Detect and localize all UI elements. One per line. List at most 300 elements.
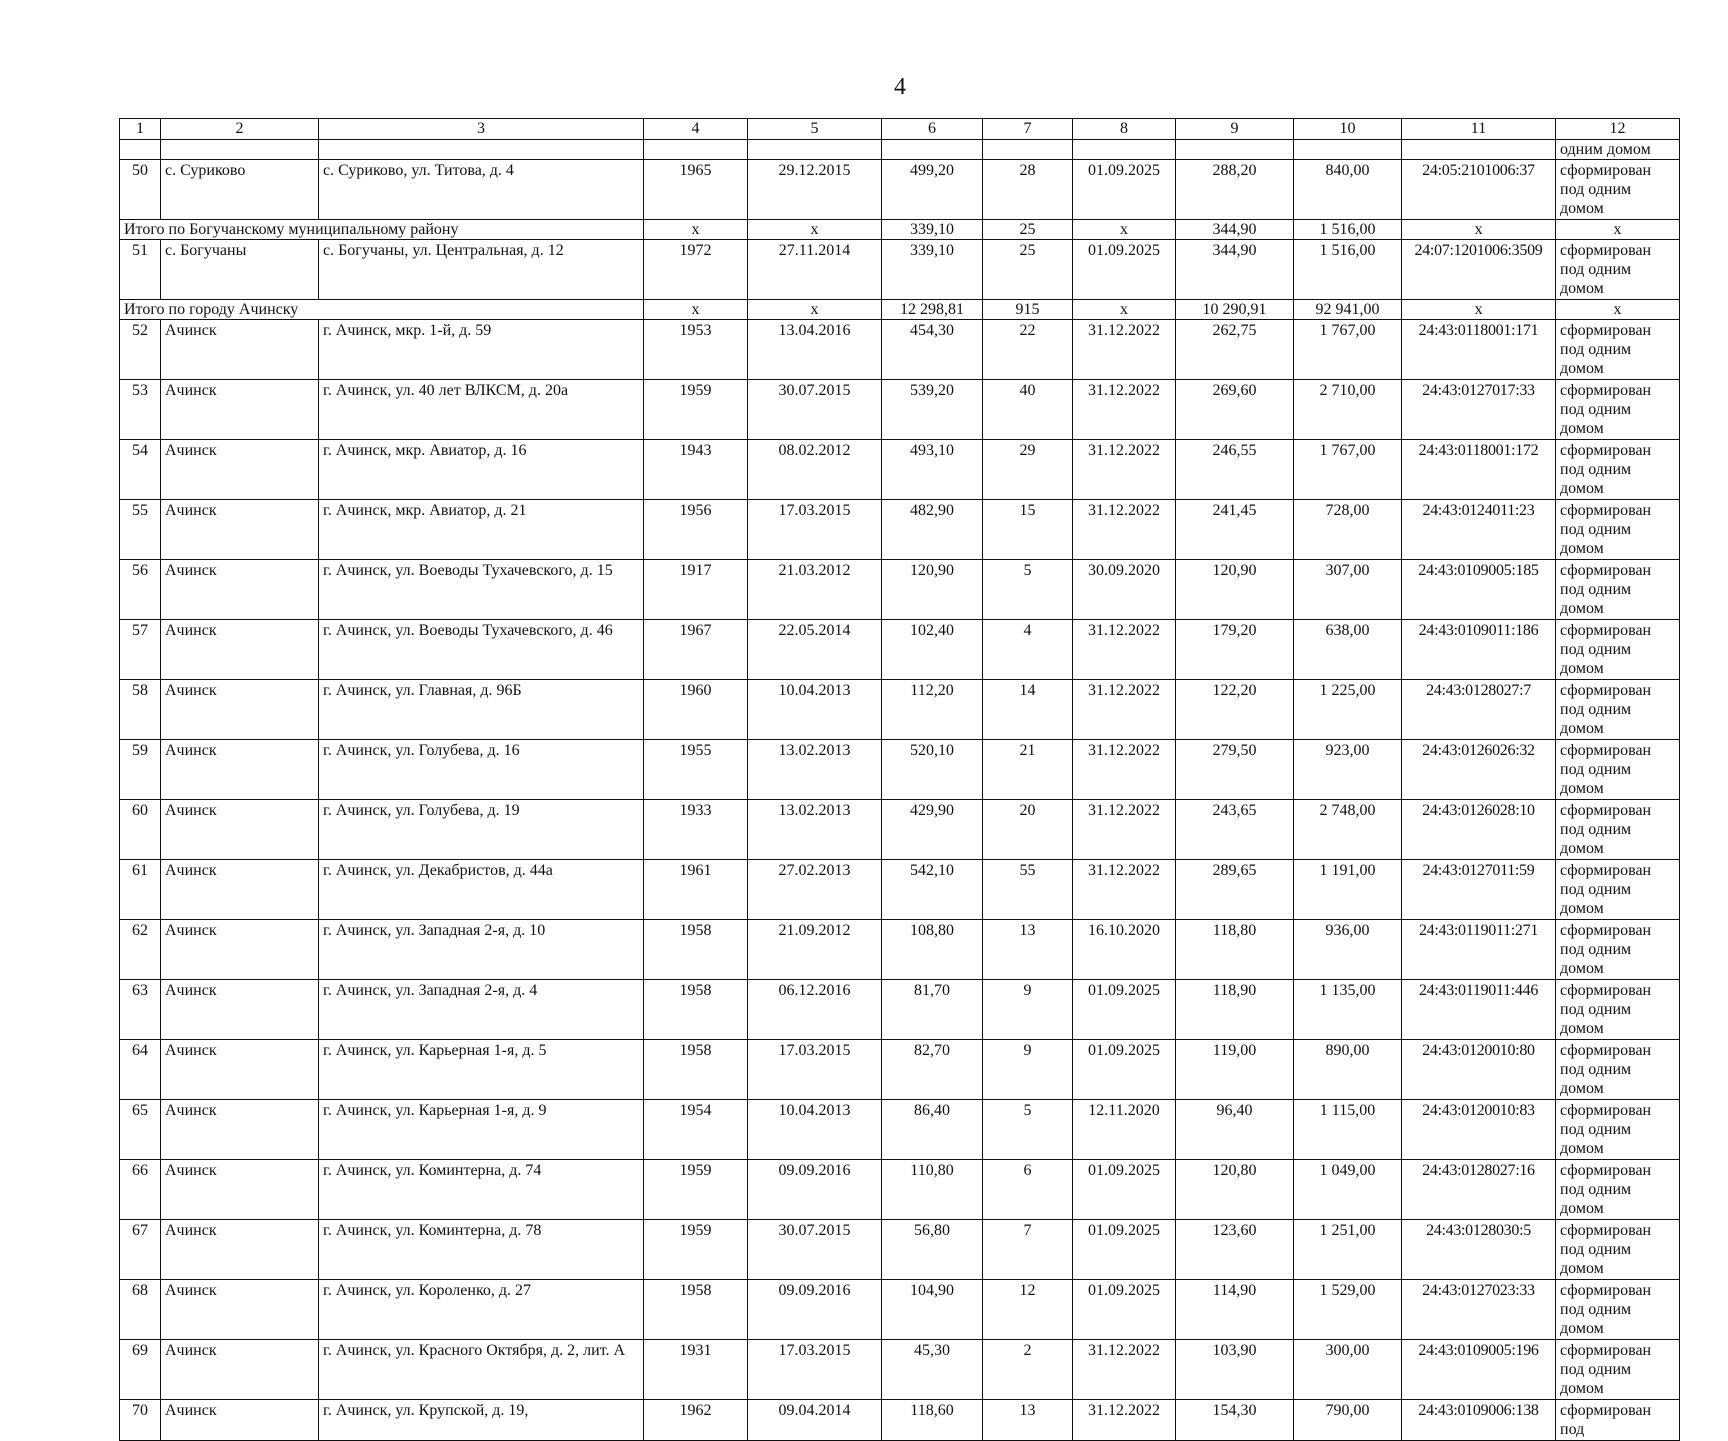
cell-year: 1959 — [644, 380, 748, 440]
cell-settlement: Ачинск — [161, 860, 319, 920]
cell-deadline: 31.12.2022 — [1073, 500, 1176, 560]
cell-settlement: Ачинск — [161, 320, 319, 380]
cell-year: 1933 — [644, 800, 748, 860]
cell-deadline: 31.12.2022 — [1073, 680, 1176, 740]
cell-settlement: Ачинск — [161, 560, 319, 620]
cell-area-2: 96,40 — [1176, 1100, 1294, 1160]
cell-land-area: 1 115,00 — [1294, 1100, 1402, 1160]
cell-status: сформирован под одним домом — [1556, 980, 1680, 1040]
cell-land-area: 92 941,00 — [1294, 300, 1402, 320]
cell-area: 45,30 — [882, 1340, 983, 1400]
cell-date: 08.02.2012 — [748, 440, 882, 500]
cell-cadastral: 24:43:0120010:83 — [1402, 1100, 1556, 1160]
cell-empty — [1176, 140, 1294, 160]
table-row — [120, 1280, 1680, 1340]
cell-land-area: 1 516,00 — [1294, 220, 1402, 240]
cell-cadastral: 24:43:0126028:10 — [1402, 800, 1556, 860]
cell-empty — [983, 140, 1073, 160]
cell-residents: 915 — [983, 300, 1073, 320]
cell-year: 1953 — [644, 320, 748, 380]
cell-deadline: 31.12.2022 — [1073, 440, 1176, 500]
column-header-9: 9 — [1176, 119, 1294, 140]
cell-residents: 21 — [983, 740, 1073, 800]
cell-cadastral: 24:43:0127017:33 — [1402, 380, 1556, 440]
cell-area: 339,10 — [882, 240, 983, 300]
cell-year: 1958 — [644, 1280, 748, 1340]
cell-area: 110,80 — [882, 1160, 983, 1220]
cell-area-2: 120,90 — [1176, 560, 1294, 620]
table-row — [120, 860, 1680, 920]
cell-status: сформирован под одним домом — [1556, 1340, 1680, 1400]
cell-residents: 40 — [983, 380, 1073, 440]
cell-row-number: 57 — [120, 620, 161, 680]
cell-land-area: 307,00 — [1294, 560, 1402, 620]
cell-land-area: 1 225,00 — [1294, 680, 1402, 740]
cell-area: 104,90 — [882, 1280, 983, 1340]
cell-year: 1959 — [644, 1160, 748, 1220]
cell-area: 102,40 — [882, 620, 983, 680]
column-header-6: 6 — [882, 119, 983, 140]
cell-date: 09.09.2016 — [748, 1280, 882, 1340]
cell-date: 27.11.2014 — [748, 240, 882, 300]
cell-date: 13.04.2016 — [748, 320, 882, 380]
cell-year: 1962 — [644, 1400, 748, 1441]
cell-year: х — [644, 300, 748, 320]
cell-date: 22.05.2014 — [748, 620, 882, 680]
cell-residents: 25 — [983, 240, 1073, 300]
cell-land-area: 1 049,00 — [1294, 1160, 1402, 1220]
table-row — [120, 980, 1680, 1040]
cell-address: г. Ачинск, ул. Голубева, д. 19 — [319, 800, 644, 860]
cell-empty — [1402, 140, 1556, 160]
cell-settlement: Ачинск — [161, 620, 319, 680]
housing-table — [119, 118, 1680, 1441]
cell-area-2: 118,80 — [1176, 920, 1294, 980]
column-header-1: 1 — [120, 119, 161, 140]
cell-year: 1958 — [644, 980, 748, 1040]
column-header-4: 4 — [644, 119, 748, 140]
cell-status: сформирован под одним домом — [1556, 440, 1680, 500]
cell-area-2: 120,80 — [1176, 1160, 1294, 1220]
cell-year: 1954 — [644, 1100, 748, 1160]
cell-area-2: 103,90 — [1176, 1340, 1294, 1400]
column-number-row — [120, 119, 1680, 140]
cell-year: 1965 — [644, 160, 748, 220]
cell-area: 108,80 — [882, 920, 983, 980]
cell-area: 539,20 — [882, 380, 983, 440]
cell-settlement: Ачинск — [161, 1400, 319, 1441]
cell-settlement: Ачинск — [161, 380, 319, 440]
cell-cadastral: 24:43:0128027:7 — [1402, 680, 1556, 740]
cell-cadastral: 24:43:0109006:138 — [1402, 1400, 1556, 1441]
cell-area-2: 269,60 — [1176, 380, 1294, 440]
table-body — [120, 140, 1680, 1441]
cell-year: 1931 — [644, 1340, 748, 1400]
cell-status: сформирован под одним домом — [1556, 1100, 1680, 1160]
cell-date: 17.03.2015 — [748, 500, 882, 560]
cell-deadline: 31.12.2022 — [1073, 800, 1176, 860]
cell-status: сформирован под одним домом — [1556, 740, 1680, 800]
cell-deadline: 01.09.2025 — [1073, 1040, 1176, 1100]
cell-row-number: 69 — [120, 1340, 161, 1400]
cell-status: х — [1556, 220, 1680, 240]
cell-status: сформирован под одним домом — [1556, 800, 1680, 860]
cell-year: х — [644, 220, 748, 240]
cell-row-number: 68 — [120, 1280, 161, 1340]
cell-residents: 29 — [983, 440, 1073, 500]
cell-area-2: 179,20 — [1176, 620, 1294, 680]
cell-area-2: 262,75 — [1176, 320, 1294, 380]
cell-land-area: 2 748,00 — [1294, 800, 1402, 860]
column-header-8: 8 — [1073, 119, 1176, 140]
cell-area: 520,10 — [882, 740, 983, 800]
cell-area-2: 122,20 — [1176, 680, 1294, 740]
cell-date: 09.04.2014 — [748, 1400, 882, 1441]
cell-year: 1956 — [644, 500, 748, 560]
cell-residents: 14 — [983, 680, 1073, 740]
table-row — [120, 1100, 1680, 1160]
cell-subtotal-label: Итого по Богучанскому муниципальному району — [120, 220, 644, 240]
cell-year: 1959 — [644, 1220, 748, 1280]
cell-row-number: 63 — [120, 980, 161, 1040]
cell-status: сформирован под одним домом — [1556, 560, 1680, 620]
cell-address: г. Ачинск, ул. Карьерная 1-я, д. 9 — [319, 1100, 644, 1160]
cell-row-number: 51 — [120, 240, 161, 300]
cell-land-area: 840,00 — [1294, 160, 1402, 220]
cell-row-number: 56 — [120, 560, 161, 620]
cell-status: сформирован под одним домом — [1556, 1160, 1680, 1220]
cell-area-2: 241,45 — [1176, 500, 1294, 560]
table-row — [120, 740, 1680, 800]
cell-status-continuation: одним домом — [1556, 140, 1680, 160]
cell-status: сформирован под одним домом — [1556, 920, 1680, 980]
cell-status: сформирован под одним домом — [1556, 500, 1680, 560]
cell-residents: 55 — [983, 860, 1073, 920]
cell-empty — [319, 140, 644, 160]
cell-residents: 5 — [983, 1100, 1073, 1160]
cell-row-number: 53 — [120, 380, 161, 440]
cell-date: 29.12.2015 — [748, 160, 882, 220]
cell-area: 493,10 — [882, 440, 983, 500]
table-row — [120, 320, 1680, 380]
cell-deadline: 31.12.2022 — [1073, 320, 1176, 380]
cell-address: г. Ачинск, ул. Западная 2-я, д. 10 — [319, 920, 644, 980]
table-row — [120, 620, 1680, 680]
cell-settlement: Ачинск — [161, 680, 319, 740]
cell-row-number: 50 — [120, 160, 161, 220]
cell-residents: 4 — [983, 620, 1073, 680]
cell-area: 339,10 — [882, 220, 983, 240]
cell-cadastral: 24:43:0120010:80 — [1402, 1040, 1556, 1100]
cell-deadline: х — [1073, 220, 1176, 240]
column-header-3: 3 — [319, 119, 644, 140]
cell-land-area: 936,00 — [1294, 920, 1402, 980]
cell-subtotal-label: Итого по городу Ачинску — [120, 300, 644, 320]
cell-address: г. Ачинск, ул. Короленко, д. 27 — [319, 1280, 644, 1340]
cell-cadastral: 24:43:0128030:5 — [1402, 1220, 1556, 1280]
table-row — [120, 1160, 1680, 1220]
cell-address: г. Ачинск, мкр. 1-й, д. 59 — [319, 320, 644, 380]
cell-settlement: Ачинск — [161, 1100, 319, 1160]
cell-cadastral: 24:07:1201006:3509 — [1402, 240, 1556, 300]
cell-residents: 13 — [983, 920, 1073, 980]
column-header-10: 10 — [1294, 119, 1402, 140]
cell-date: 21.03.2012 — [748, 560, 882, 620]
cell-date: 30.07.2015 — [748, 380, 882, 440]
cell-deadline: х — [1073, 300, 1176, 320]
cell-date: х — [748, 300, 882, 320]
cell-date: 10.04.2013 — [748, 1100, 882, 1160]
table-row — [120, 440, 1680, 500]
column-header-2: 2 — [161, 119, 319, 140]
cell-year: 1955 — [644, 740, 748, 800]
cell-address: г. Ачинск, мкр. Авиатор, д. 21 — [319, 500, 644, 560]
cell-address: г. Ачинск, ул. Красного Октября, д. 2, лит. А — [319, 1340, 644, 1400]
table-row — [120, 240, 1680, 300]
cell-settlement: Ачинск — [161, 1220, 319, 1280]
cell-address: г. Ачинск, ул. Декабристов, д. 44а — [319, 860, 644, 920]
cell-year: 1967 — [644, 620, 748, 680]
cell-land-area: 790,00 — [1294, 1400, 1402, 1441]
cell-residents: 20 — [983, 800, 1073, 860]
housing-table-container — [119, 118, 1679, 1441]
cell-land-area: 2 710,00 — [1294, 380, 1402, 440]
cell-residents: 7 — [983, 1220, 1073, 1280]
cell-status: сформирован под — [1556, 1400, 1680, 1441]
column-header-5: 5 — [748, 119, 882, 140]
cell-area: 454,30 — [882, 320, 983, 380]
cell-land-area: 1 516,00 — [1294, 240, 1402, 300]
cell-row-number: 60 — [120, 800, 161, 860]
cell-residents: 9 — [983, 980, 1073, 1040]
cell-settlement: Ачинск — [161, 1340, 319, 1400]
cell-land-area: 1 767,00 — [1294, 320, 1402, 380]
subtotal-row — [120, 300, 1680, 320]
cell-land-area: 890,00 — [1294, 1040, 1402, 1100]
cell-status: сформирован под одним домом — [1556, 380, 1680, 440]
column-header-7: 7 — [983, 119, 1073, 140]
cell-empty — [161, 140, 319, 160]
cell-area-2: 246,55 — [1176, 440, 1294, 500]
cell-row-number: 64 — [120, 1040, 161, 1100]
cell-date: 10.04.2013 — [748, 680, 882, 740]
cell-residents: 25 — [983, 220, 1073, 240]
table-row — [120, 160, 1680, 220]
cell-residents: 6 — [983, 1160, 1073, 1220]
cell-date: 17.03.2015 — [748, 1340, 882, 1400]
cell-area: 86,40 — [882, 1100, 983, 1160]
cell-row-number: 59 — [120, 740, 161, 800]
cell-date: 06.12.2016 — [748, 980, 882, 1040]
cell-land-area: 1 251,00 — [1294, 1220, 1402, 1280]
cell-status: сформирован под одним домом — [1556, 1280, 1680, 1340]
cell-date: 13.02.2013 — [748, 800, 882, 860]
cell-deadline: 31.12.2022 — [1073, 1400, 1176, 1441]
cell-address: г. Ачинск, ул. Крупской, д. 19, — [319, 1400, 644, 1441]
cell-year: 1960 — [644, 680, 748, 740]
cell-cadastral: х — [1402, 300, 1556, 320]
cell-residents: 12 — [983, 1280, 1073, 1340]
cell-area: 120,90 — [882, 560, 983, 620]
cell-year: 1958 — [644, 1040, 748, 1100]
cell-deadline: 16.10.2020 — [1073, 920, 1176, 980]
cell-year: 1961 — [644, 860, 748, 920]
cell-area: 82,70 — [882, 1040, 983, 1100]
cell-deadline: 30.09.2020 — [1073, 560, 1176, 620]
cell-address: г. Ачинск, мкр. Авиатор, д. 16 — [319, 440, 644, 500]
table-row — [120, 1340, 1680, 1400]
cell-empty — [748, 140, 882, 160]
cell-row-number: 70 — [120, 1400, 161, 1441]
cell-address: с. Богучаны, ул. Центральная, д. 12 — [319, 240, 644, 300]
cell-deadline: 01.09.2025 — [1073, 980, 1176, 1040]
cell-status: сформирован под одним домом — [1556, 620, 1680, 680]
cell-deadline: 01.09.2025 — [1073, 240, 1176, 300]
cell-status: сформирован под одним домом — [1556, 1220, 1680, 1280]
cell-area-2: 10 290,91 — [1176, 300, 1294, 320]
cell-date: 17.03.2015 — [748, 1040, 882, 1100]
cell-address: г. Ачинск, ул. Карьерная 1-я, д. 5 — [319, 1040, 644, 1100]
cell-deadline: 01.09.2025 — [1073, 1160, 1176, 1220]
cell-area: 429,90 — [882, 800, 983, 860]
cell-cadastral: 24:43:0127023:33 — [1402, 1280, 1556, 1340]
cell-residents: 22 — [983, 320, 1073, 380]
cell-cadastral: 24:43:0127011:59 — [1402, 860, 1556, 920]
cell-area-2: 123,60 — [1176, 1220, 1294, 1280]
cell-land-area: 923,00 — [1294, 740, 1402, 800]
cell-deadline: 31.12.2022 — [1073, 620, 1176, 680]
cell-address: г. Ачинск, ул. Коминтерна, д. 74 — [319, 1160, 644, 1220]
cell-area-2: 344,90 — [1176, 240, 1294, 300]
cell-area-2: 289,65 — [1176, 860, 1294, 920]
cell-residents: 2 — [983, 1340, 1073, 1400]
cell-area-2: 279,50 — [1176, 740, 1294, 800]
cell-settlement: Ачинск — [161, 740, 319, 800]
cell-area-2: 154,30 — [1176, 1400, 1294, 1441]
cell-residents: 28 — [983, 160, 1073, 220]
cell-area-2: 243,65 — [1176, 800, 1294, 860]
table-row — [120, 1220, 1680, 1280]
cell-empty — [1073, 140, 1176, 160]
cell-status: сформирован под одним домом — [1556, 860, 1680, 920]
cell-land-area: 1 135,00 — [1294, 980, 1402, 1040]
cell-empty — [1294, 140, 1402, 160]
cell-row-number: 62 — [120, 920, 161, 980]
cell-settlement: с. Богучаны — [161, 240, 319, 300]
cell-area-2: 344,90 — [1176, 220, 1294, 240]
cell-deadline: 01.09.2025 — [1073, 160, 1176, 220]
cell-land-area: 1 191,00 — [1294, 860, 1402, 920]
continuation-row — [120, 140, 1680, 160]
table-row — [120, 680, 1680, 740]
cell-area: 81,70 — [882, 980, 983, 1040]
cell-settlement: Ачинск — [161, 500, 319, 560]
cell-row-number: 52 — [120, 320, 161, 380]
cell-area: 56,80 — [882, 1220, 983, 1280]
cell-row-number: 67 — [120, 1220, 161, 1280]
cell-cadastral: 24:43:0126026:32 — [1402, 740, 1556, 800]
cell-deadline: 31.12.2022 — [1073, 1340, 1176, 1400]
cell-empty — [644, 140, 748, 160]
page-number: 4 — [894, 74, 906, 100]
cell-row-number: 58 — [120, 680, 161, 740]
cell-area: 12 298,81 — [882, 300, 983, 320]
cell-settlement: с. Суриково — [161, 160, 319, 220]
cell-deadline: 31.12.2022 — [1073, 860, 1176, 920]
cell-residents: 5 — [983, 560, 1073, 620]
cell-settlement: Ачинск — [161, 1280, 319, 1340]
table-row — [120, 560, 1680, 620]
cell-address: г. Ачинск, ул. Голубева, д. 16 — [319, 740, 644, 800]
cell-date: 21.09.2012 — [748, 920, 882, 980]
cell-row-number: 54 — [120, 440, 161, 500]
cell-year: 1917 — [644, 560, 748, 620]
table-row — [120, 380, 1680, 440]
cell-land-area: 1 767,00 — [1294, 440, 1402, 500]
cell-row-number: 61 — [120, 860, 161, 920]
cell-deadline: 01.09.2025 — [1073, 1280, 1176, 1340]
cell-deadline: 12.11.2020 — [1073, 1100, 1176, 1160]
table-row — [120, 920, 1680, 980]
cell-year: 1943 — [644, 440, 748, 500]
cell-date: 13.02.2013 — [748, 740, 882, 800]
cell-year: 1972 — [644, 240, 748, 300]
cell-cadastral: 24:43:0118001:172 — [1402, 440, 1556, 500]
cell-settlement: Ачинск — [161, 1040, 319, 1100]
cell-settlement: Ачинск — [161, 800, 319, 860]
cell-row-number: 66 — [120, 1160, 161, 1220]
cell-empty — [120, 140, 161, 160]
cell-area: 112,20 — [882, 680, 983, 740]
cell-address: г. Ачинск, ул. Западная 2-я, д. 4 — [319, 980, 644, 1040]
table-row — [120, 1040, 1680, 1100]
column-header-12: 12 — [1556, 119, 1680, 140]
cell-deadline: 01.09.2025 — [1073, 1220, 1176, 1280]
table-row — [120, 500, 1680, 560]
cell-area: 499,20 — [882, 160, 983, 220]
cell-land-area: 638,00 — [1294, 620, 1402, 680]
cell-cadastral: 24:43:0124011:23 — [1402, 500, 1556, 560]
cell-empty — [882, 140, 983, 160]
cell-area: 482,90 — [882, 500, 983, 560]
cell-settlement: Ачинск — [161, 440, 319, 500]
cell-cadastral: 24:43:0109011:186 — [1402, 620, 1556, 680]
cell-date: 30.07.2015 — [748, 1220, 882, 1280]
cell-residents: 9 — [983, 1040, 1073, 1100]
cell-land-area: 300,00 — [1294, 1340, 1402, 1400]
cell-date: 27.02.2013 — [748, 860, 882, 920]
cell-area-2: 119,00 — [1176, 1040, 1294, 1100]
cell-address: г. Ачинск, ул. Воеводы Тухачевского, д. 15 — [319, 560, 644, 620]
cell-area-2: 118,90 — [1176, 980, 1294, 1040]
cell-area-2: 288,20 — [1176, 160, 1294, 220]
cell-date: х — [748, 220, 882, 240]
subtotal-row — [120, 220, 1680, 240]
cell-address: с. Суриково, ул. Титова, д. 4 — [319, 160, 644, 220]
cell-cadastral: 24:43:0109005:185 — [1402, 560, 1556, 620]
cell-year: 1958 — [644, 920, 748, 980]
cell-land-area: 728,00 — [1294, 500, 1402, 560]
cell-settlement: Ачинск — [161, 980, 319, 1040]
cell-area: 542,10 — [882, 860, 983, 920]
cell-settlement: Ачинск — [161, 920, 319, 980]
cell-area: 118,60 — [882, 1400, 983, 1441]
cell-status: х — [1556, 300, 1680, 320]
cell-deadline: 31.12.2022 — [1073, 380, 1176, 440]
cell-cadastral: 24:05:2101006:37 — [1402, 160, 1556, 220]
cell-status: сформирован под одним домом — [1556, 1040, 1680, 1100]
table-row — [120, 800, 1680, 860]
